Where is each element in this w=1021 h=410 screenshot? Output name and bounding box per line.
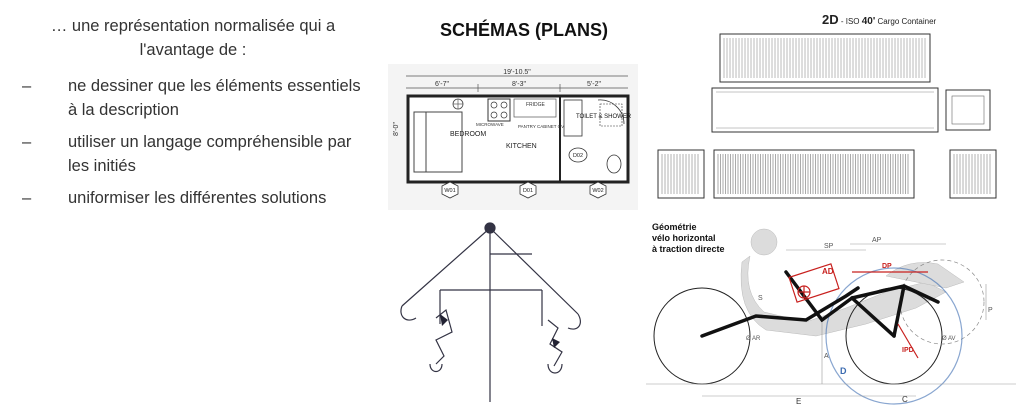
fridge-label: FRIDGE — [526, 102, 545, 108]
bullet-dash: – — [22, 189, 32, 207]
p-label: P — [988, 307, 993, 314]
dim-b: 8'-3" — [512, 81, 526, 88]
bullet-item — [22, 74, 367, 122]
a-label: A — [824, 353, 829, 360]
page-title: SCHÉMAS (PLANS) — [440, 20, 609, 40]
bullet-item — [22, 130, 367, 178]
bike-title-3: à traction directe — [652, 244, 725, 254]
container-size: 40' — [861, 16, 876, 27]
bike-geometry-drawing — [646, 212, 1016, 408]
container-suffix: Cargo Container — [875, 17, 937, 26]
av-label: Ø AV — [942, 336, 956, 342]
dim-side: 8'-0" — [393, 122, 400, 136]
c-label: C — [902, 395, 908, 404]
bike-title-2: vélo horizontal — [652, 233, 716, 243]
ipd-label: IPD — [902, 347, 914, 354]
intro-text: … une représentation normalisée qui a l'avantage de : — [50, 17, 336, 59]
container-drawing — [652, 8, 1012, 208]
bullet-item — [22, 186, 367, 210]
mobile-sketch — [392, 214, 608, 404]
bullet-dash: – — [22, 77, 32, 95]
bullet-text: ne dessiner que les éléments essentiels à la description — [68, 77, 361, 119]
floor-plan-image — [388, 64, 638, 210]
dim-c: 5'-2" — [587, 81, 601, 88]
pantry-label: PANTRY CABINET OV — [518, 124, 565, 129]
container-prefix: 2D — [822, 12, 839, 27]
toilet-label: TOILET & SHOWER — [576, 114, 632, 120]
kitchen-label: KITCHEN — [506, 143, 537, 150]
w01-tag: W01 — [444, 188, 456, 194]
bullet-list — [22, 74, 367, 218]
w02-tag: W02 — [592, 188, 604, 194]
d01-tag: D01 — [522, 188, 534, 194]
bullet-text: utiliser un langage compréhensible par les initiés — [68, 133, 352, 175]
dim-a: 6'-7" — [435, 81, 449, 88]
dim-total: 19'-10.5" — [503, 69, 531, 76]
bike-title-1: Géométrie — [652, 222, 697, 232]
sp-label: SP — [824, 243, 834, 250]
container-sep: - ISO — [838, 17, 862, 26]
ar-label: Ø AR — [746, 336, 761, 342]
d-label: D — [840, 366, 847, 376]
dp-label: DP — [882, 263, 892, 270]
microwave-label: MICROWAVE — [476, 122, 504, 127]
ad-label: AD — [822, 267, 834, 276]
d02-tag: D02 — [572, 153, 584, 159]
bullet-text: uniformiser les différentes solutions — [68, 189, 327, 207]
s-label: S — [758, 295, 763, 302]
e-label: E — [796, 397, 802, 406]
bullet-dash: – — [22, 133, 32, 151]
bedroom-label: BEDROOM — [450, 131, 487, 138]
ap-label: AP — [872, 237, 882, 244]
